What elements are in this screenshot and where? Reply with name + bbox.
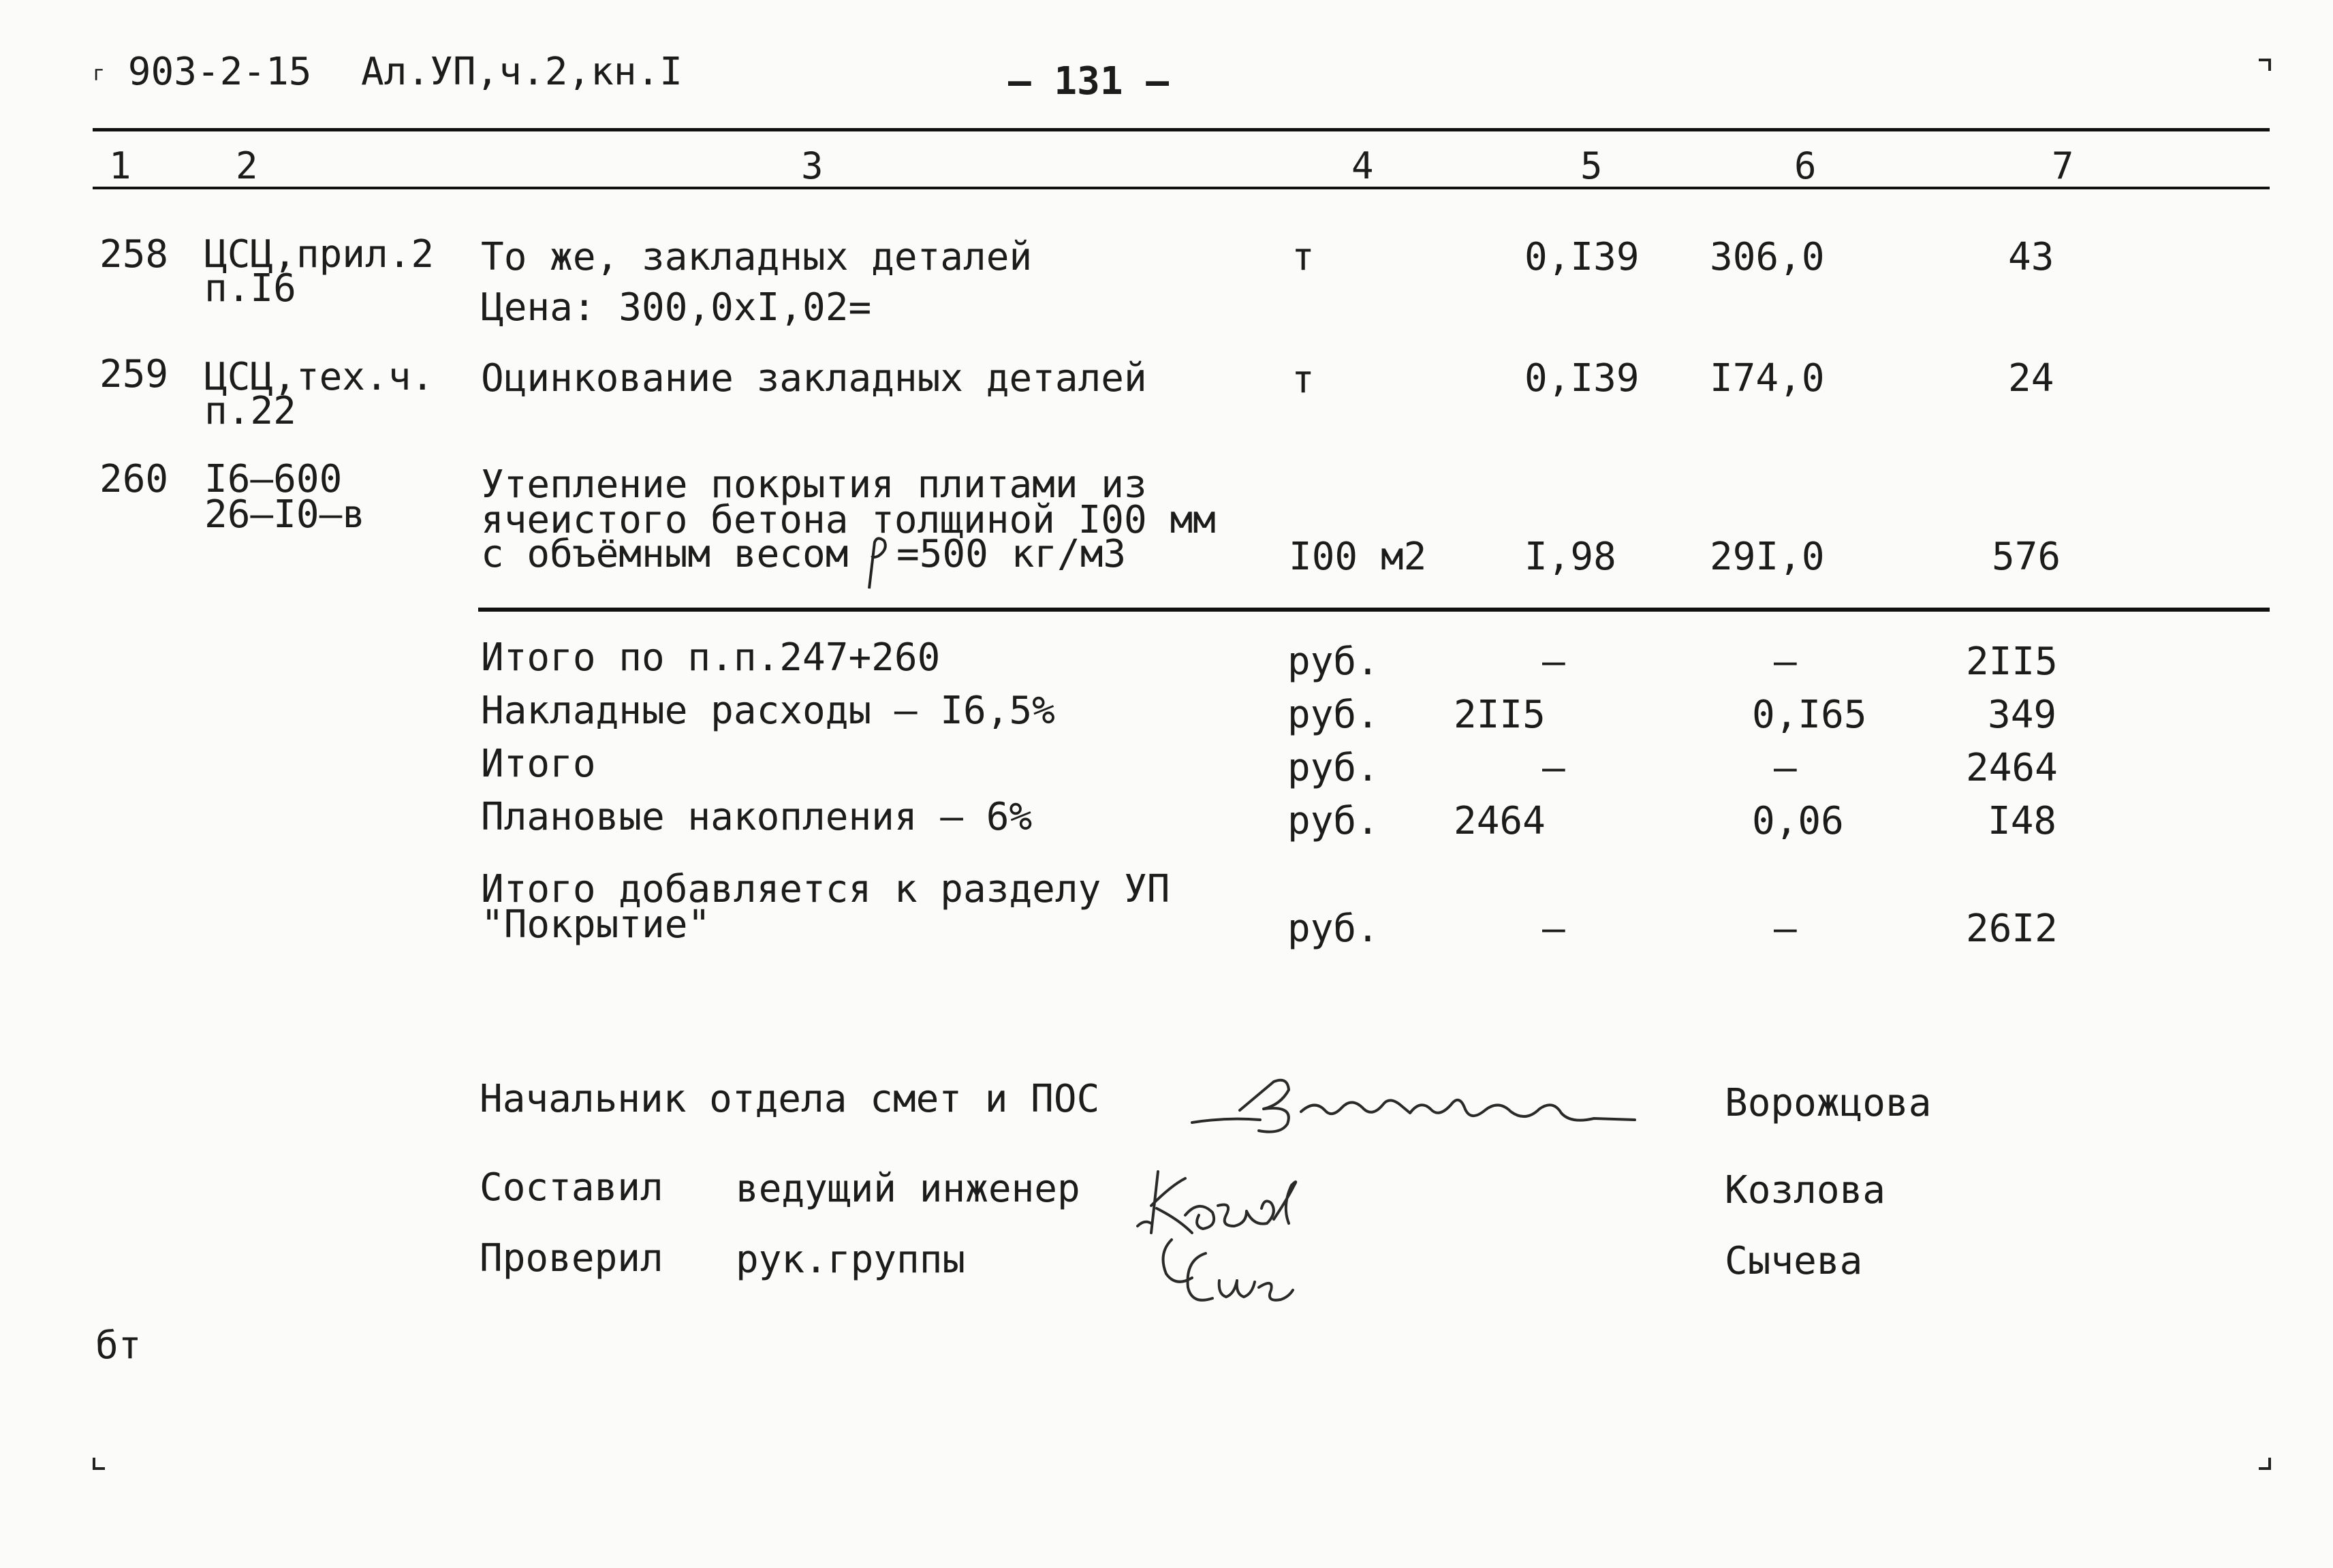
sign-3-role: Проверил	[480, 1236, 663, 1281]
row-260-desc-3b: =500 кг/м3	[896, 532, 1127, 576]
row-260-price: 29I,0	[1710, 535, 1825, 579]
row-258-total: 43	[2008, 235, 2054, 279]
header-bottom-rule	[93, 187, 2270, 189]
summary-4-c5: 2464	[1454, 799, 1546, 843]
summary-4-label: Плановые накопления – 6%	[481, 795, 1033, 839]
summary-4-c7: I48	[1988, 799, 2057, 843]
summary-5-c7: 26I2	[1966, 907, 2058, 951]
summary-2-c7: 349	[1988, 693, 2057, 737]
summary-1-c6: –	[1774, 640, 1797, 684]
footer-mark: бт	[95, 1323, 142, 1368]
row-260-desc-2: ячеистого бетона толщиной I00 мм	[481, 498, 1216, 542]
corner-mark-bottom-right	[2259, 1458, 2271, 1470]
row-260-desc-3a: с объёмным весом	[481, 532, 849, 576]
row-259-code-1: ЦСЦ,тех.ч.	[204, 355, 435, 399]
summary-5-label-2: "Покрытие"	[481, 903, 711, 947]
col-header-5: 5	[1580, 144, 1603, 187]
summary-3-c6: –	[1774, 746, 1797, 790]
row-259-total: 24	[2008, 356, 2054, 401]
signature-vorozhtsova	[1185, 1069, 1648, 1144]
row-258-qty: 0,I39	[1524, 235, 1640, 279]
summary-3-c7: 2464	[1966, 746, 2058, 790]
summary-5-label-1: Итого добавляется к разделу УП	[481, 867, 1170, 911]
sign-1-name: Ворожцова	[1725, 1081, 1932, 1125]
table-top-rule	[93, 128, 2270, 131]
summary-5-c5: –	[1542, 907, 1565, 951]
row-260-num: 260	[99, 457, 169, 501]
summary-4-c6: 0,06	[1752, 799, 1844, 843]
sign-2-name: Козлова	[1725, 1168, 1886, 1212]
signature-sycheva	[1178, 1240, 1301, 1315]
row-258-unit: т	[1291, 235, 1315, 279]
summary-1-label: Итого по п.п.247+260	[481, 636, 941, 680]
row-259-qty: 0,I39	[1524, 356, 1640, 401]
col-header-2: 2	[236, 144, 258, 187]
sign-3-position: рук.группы	[736, 1238, 966, 1282]
sign-3-name: Сычева	[1725, 1239, 1863, 1283]
row-260-total: 576	[1992, 535, 2061, 579]
sign-2-role: Составил	[480, 1165, 663, 1210]
row-258-code-2: п.I6	[204, 266, 296, 311]
row-258-desc-1: То же, закладных деталей	[481, 235, 1033, 279]
row-258-code-1: ЦСЦ,прил.2	[204, 232, 435, 277]
row-259-price: I74,0	[1710, 356, 1825, 401]
col-header-7: 7	[2052, 144, 2074, 187]
summary-3-unit: руб.	[1287, 746, 1379, 790]
row-260-code-2: 26–I0–в	[204, 492, 366, 537]
summary-1-unit: руб.	[1287, 640, 1379, 684]
row-260-qty: I,98	[1524, 535, 1616, 579]
row-258-price: 306,0	[1710, 235, 1825, 279]
density-rho-symbol	[864, 535, 891, 590]
corner-mark-bottom-left	[93, 1458, 105, 1470]
summary-2-unit: руб.	[1287, 693, 1379, 737]
row-259-code-2: п.22	[204, 389, 296, 433]
summary-3-label: Итого	[481, 742, 596, 786]
album-ref: Ал.УП,ч.2,кн.I	[361, 50, 683, 94]
summary-2-label: Накладные расходы – I6,5%	[481, 689, 1055, 733]
col-header-4: 4	[1351, 144, 1374, 187]
col-header-3: 3	[801, 144, 824, 187]
summary-2-c6: 0,I65	[1752, 693, 1867, 737]
sign-2-position: ведущий инженер	[736, 1167, 1080, 1211]
col-header-6: 6	[1794, 144, 1817, 187]
page-number: — 131 —	[1008, 59, 1170, 104]
row-259-unit: т	[1291, 358, 1315, 402]
row-258-num: 258	[99, 232, 169, 277]
sign-1-role: Начальник отдела смет и ПОС	[480, 1077, 1100, 1121]
summary-5-c6: –	[1774, 907, 1797, 951]
summary-1-c5: –	[1542, 640, 1565, 684]
summary-rule	[478, 608, 2270, 612]
row-260-code-1: I6–600	[204, 457, 343, 501]
row-260-desc-1: Утепление покрытия плитами из	[481, 462, 1147, 507]
row-259-num: 259	[99, 352, 169, 396]
summary-2-c5: 2II5	[1454, 693, 1546, 737]
row-258-desc-2: Цена: 300,0хI,02=	[481, 285, 872, 330]
summary-1-c7: 2II5	[1966, 640, 2058, 684]
col-header-1: 1	[109, 144, 131, 187]
row-259-desc-1: Оцинкование закладных деталей	[481, 356, 1147, 401]
summary-3-c5: –	[1542, 746, 1565, 790]
summary-5-unit: руб.	[1287, 907, 1379, 951]
corner-mark-top-right	[2259, 59, 2271, 71]
summary-4-unit: руб.	[1287, 799, 1379, 843]
row-260-unit: I00 м2	[1289, 535, 1427, 579]
doc-code: г 903-2-15	[93, 50, 312, 94]
